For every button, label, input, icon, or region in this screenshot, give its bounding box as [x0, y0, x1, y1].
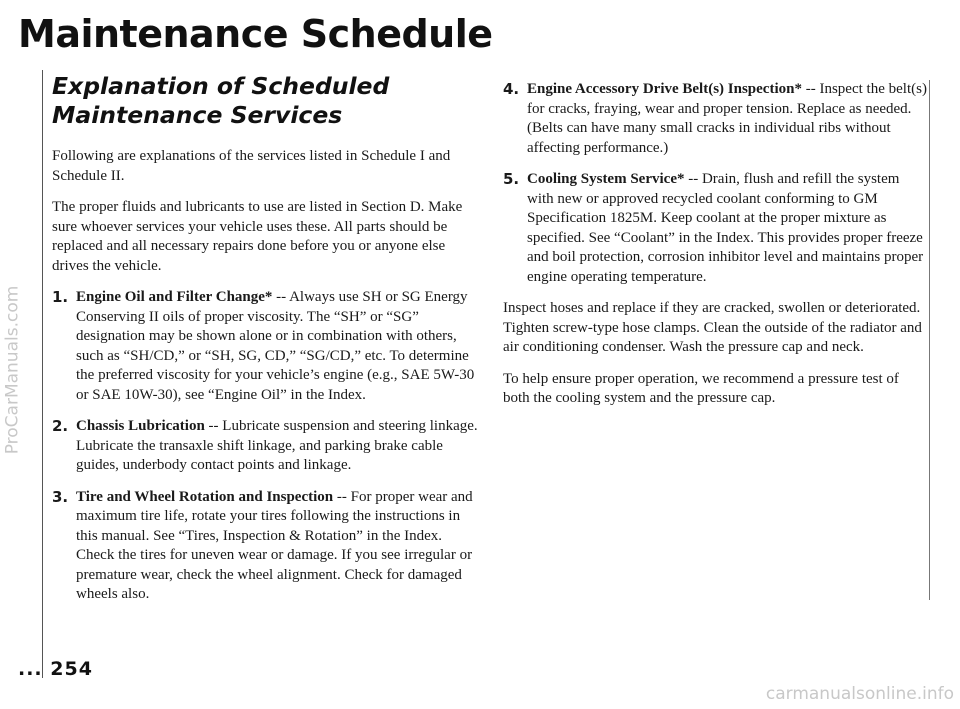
item-number: 5. — [503, 170, 520, 188]
service-item-cooling-system — [503, 170, 929, 287]
left-margin-rule — [42, 70, 43, 678]
right-margin-rule — [929, 80, 930, 600]
item-title: Chassis Lubrication — [76, 418, 205, 434]
item-body — [527, 170, 929, 287]
side-watermark — [2, 160, 22, 580]
item-body — [76, 288, 482, 405]
item-title: Cooling System Service* — [527, 171, 685, 187]
item-text: -- Always use SH or SG Energy Conserving II oils of proper viscosity. The “SH” or “SG” designation may be shown alone or in combination with others, such as “SH/CD,” or “SH, SG, CD,” “SG/CD,” etc. To determine the preferred viscosity for your vehicle’s engine (e.g., SAE 5W-30 or SAE 10W-30), see “Engine Oil” in the Index. — [76, 289, 475, 403]
service-item-engine-oil — [52, 288, 482, 405]
item-number: 1. — [52, 288, 69, 306]
bottom-watermark: carmanualsonline.info — [765, 684, 954, 704]
item-number: 4. — [503, 80, 520, 98]
item-text: -- Drain, flush and refill the system with new or approved recycled coolant conforming to GM Specification 1825M. Keep coolant at the proper mixture as specified. See “Coolant” in the Index. This provides proper freeze and boil protection, corrosion inhibitor level and maintains proper engine operating temperature. — [527, 171, 924, 285]
item-body — [76, 417, 482, 476]
item-title: Tire and Wheel Rotation and Inspection — [76, 488, 334, 505]
side-watermark-text: ProCarManuals.com — [2, 285, 22, 455]
item-title: Engine Oil and Filter Change* — [76, 289, 273, 305]
item-text: -- Lubricate suspension and steering linkage. Lubricate the transaxle shift linkage, and parking brake cable guides, underbody contact points and linkage. — [76, 418, 478, 473]
intro-paragraph: Following are explanations of the services listed in Schedule I and Schedule II. — [52, 148, 451, 184]
service-item-tire-rotation — [52, 488, 482, 605]
section-heading: Explanation of Scheduled Maintenance Services — [52, 72, 390, 129]
right-column — [503, 80, 929, 421]
fluids-paragraph: The proper fluids and lubricants to use are listed in Section D. Make sure whoever services your vehicle uses these. All parts should be replaced and all necessary repairs done before you or anyone else drives the vehicle. — [52, 199, 463, 274]
item-text: -- Inspect the belt(s) for cracks, fraying, wear and proper tension. Replace as needed. (Belts can have many small cracks in individual ribs without affecting performance.) — [527, 81, 927, 156]
page-title: Maintenance Schedule — [18, 12, 493, 56]
hoses-paragraph: Inspect hoses and replace if they are cracked, swollen or deteriorated. Tighten screw-type hose clamps. Clean the outside of the radiator and air conditioning condenser. Wash the pressure cap and neck. — [503, 300, 922, 355]
item-body — [76, 488, 482, 605]
left-column — [52, 72, 482, 617]
item-number: 3. — [52, 487, 69, 506]
service-item-drive-belt — [503, 80, 929, 158]
item-number: 2. — [52, 417, 69, 435]
item-title: Engine Accessory Drive Belt(s) Inspection* — [527, 81, 802, 97]
item-body — [527, 80, 929, 158]
service-item-chassis-lubrication — [52, 417, 482, 476]
item-text: -- For proper wear and maximum tire life, rotate your tires following the instructions in this manual. See “Tires, Inspection & Rotation” in the Index. Check the tires for uneven wear or damage. If you see irregular or premature wear, check the wheel alignment. Check for damaged wheels also. — [76, 488, 473, 602]
pressure-test-paragraph: To help ensure proper operation, we recommend a pressure test of both the cooling system and the pressure cap. — [503, 370, 899, 406]
page-number: ... 254 — [18, 658, 93, 680]
